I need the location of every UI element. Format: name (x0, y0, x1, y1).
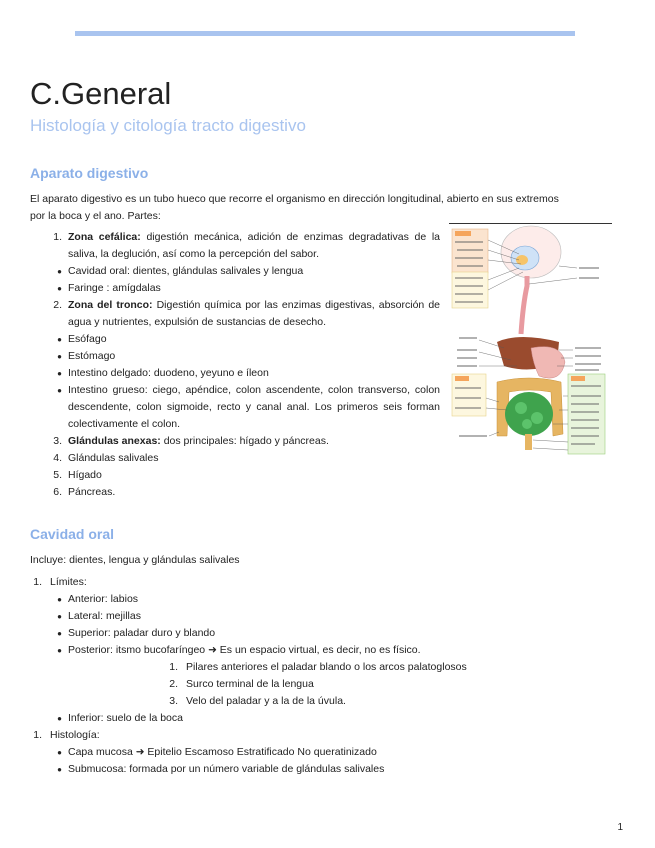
cavidad-oral-intro: Incluye: dientes, lengua y glándulas salivales (30, 554, 240, 566)
parts-list-item (53, 484, 116, 501)
histology-item (57, 744, 377, 761)
parts-list-item (57, 348, 116, 365)
list-marker: 3. (53, 435, 62, 447)
list-item-text: Capa mucosa ➜ Epitelio Escamoso Estratificado No queratinizado (68, 746, 377, 758)
list-marker: ● (57, 352, 62, 361)
list-item-text: Páncreas. (68, 486, 116, 498)
list-item-text: digestión mecánica, adición de enzimas degradativas de la saliva, la deglución, así como la percepción del sabor. (68, 231, 440, 260)
list-marker: 3. (169, 695, 178, 707)
parts-list-item (53, 229, 440, 263)
list-item-text: Estómago (68, 350, 116, 362)
list-marker: ● (57, 646, 62, 655)
list-marker: ● (57, 284, 62, 293)
list-item-text: Submucosa: formada por un número variable de glándulas salivales (68, 763, 385, 775)
list-item-bold-label: Zona del tronco: (68, 299, 153, 311)
parts-list-item (53, 297, 441, 331)
list-marker: ● (57, 267, 62, 276)
document-title: C.General (30, 76, 172, 111)
list-item-text: Glándulas salivales (68, 452, 159, 464)
list-item-text: Superior: paladar duro y blando (68, 627, 216, 639)
list-marker: ● (57, 714, 62, 723)
parts-list-item (57, 263, 304, 280)
header-accent-bar (75, 31, 575, 36)
intro-paragraph-line1: El aparato digestivo es un tubo hueco que recorre el organismo en dirección longitudinal, abierto en sus extremos (30, 193, 559, 205)
list-marker: ● (57, 748, 62, 757)
list-item-text: dos principales: hígado y páncreas. (160, 435, 329, 447)
digestive-system-diagram (449, 224, 612, 456)
parts-list-item (53, 433, 329, 450)
limit-item (57, 591, 139, 608)
limit-item (57, 625, 216, 642)
list-marker: ● (57, 765, 62, 774)
list-item-text: Cavidad oral: dientes, glándulas salivales y lengua (68, 265, 304, 277)
list-marker: 2. (169, 678, 178, 690)
list-item-text: Hígado (68, 469, 102, 481)
list-item-text: Surco terminal de la lengua (186, 678, 314, 690)
list-item-text: Lateral: mejillas (68, 610, 141, 622)
parts-list-item (57, 365, 269, 382)
limit-item (57, 642, 421, 659)
histology-heading (33, 727, 100, 744)
limit-item (57, 710, 183, 727)
list-item-text: Velo del paladar y a la de la úvula. (186, 695, 346, 707)
list-item-text: Digestión química por las enzimas digestivas, absorción de agua y nutrientes, expulsión de sustancias de desecho. (68, 299, 441, 328)
limits-heading (33, 574, 87, 591)
list-marker: ● (57, 386, 62, 395)
histology-item (57, 761, 385, 778)
parts-list-item (57, 382, 440, 433)
list-marker: 1. (169, 661, 178, 673)
posterior-sub-item (169, 676, 314, 693)
list-marker: ● (57, 629, 62, 638)
list-marker: ● (57, 612, 62, 621)
posterior-sub-item (169, 693, 346, 710)
section-heading-cavidad-oral: Cavidad oral (30, 526, 115, 542)
list-item-text: Pilares anteriores el paladar blando o los arcos palatoglosos (186, 661, 467, 673)
list-marker: ● (57, 595, 62, 604)
list-marker: 5. (53, 469, 62, 481)
list-marker: 1. (33, 576, 42, 588)
list-marker: ● (57, 335, 62, 344)
list-marker: 4. (53, 452, 62, 464)
list-item-text: Faringe : amígdalas (68, 282, 161, 294)
parts-list-item (57, 331, 107, 348)
intro-paragraph-line2: por la boca y el ano. Partes: (30, 210, 161, 222)
list-item-text: Posterior: itsmo bucofaríngeo ➜ Es un espacio virtual, es decir, no es físico. (68, 644, 421, 656)
list-marker: 2. (53, 299, 62, 311)
document-subtitle: Histología y citología tracto digestivo (30, 116, 306, 135)
page-number: 1 (617, 822, 623, 833)
list-item-text: Límites: (50, 576, 87, 588)
list-marker: 1. (53, 231, 62, 243)
list-item-text: Anterior: labios (68, 593, 139, 605)
posterior-sub-item (169, 659, 467, 676)
list-item-bold-label: Zona cefálica: (68, 231, 141, 243)
list-item-text: Histología: (50, 729, 100, 741)
limit-item (57, 608, 141, 625)
list-marker: ● (57, 369, 62, 378)
list-item-bold-label: Glándulas anexas: (68, 435, 161, 447)
section-heading-aparato-digestivo: Aparato digestivo (30, 165, 149, 181)
list-marker: 6. (53, 486, 62, 498)
parts-list-item (53, 450, 159, 467)
parts-list-item (57, 280, 161, 297)
parts-list-item (53, 467, 102, 484)
list-item-text: Esófago (68, 333, 107, 345)
list-marker: 1. (33, 729, 42, 741)
list-item-text: Intestino grueso: ciego, apéndice, colon ascendente, colon transverso, colon descendente, colon sigmoide, recto y canal anal. Los primeros seis forman colectivamente el colon. (68, 384, 440, 430)
list-item-text: Inferior: suelo de la boca (68, 712, 183, 724)
list-item-text: Intestino delgado: duodeno, yeyuno e íleon (68, 367, 269, 379)
